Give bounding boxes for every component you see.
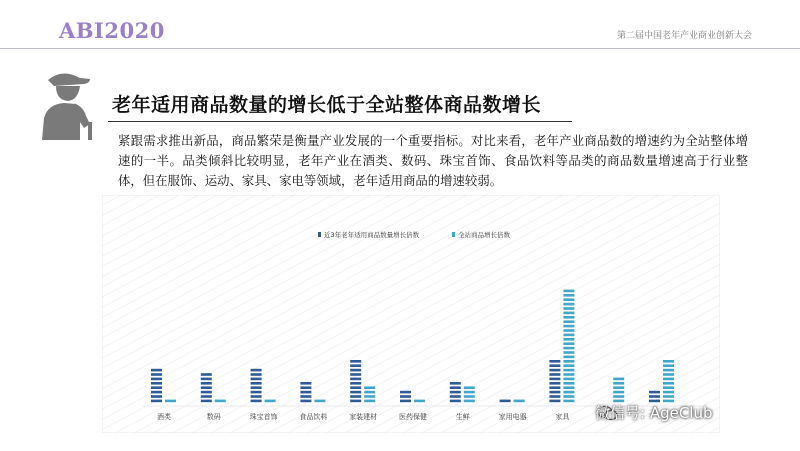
legend (318, 230, 511, 239)
elderly-person-icon (40, 70, 102, 140)
title-underline (108, 121, 572, 122)
x-axis-labels (157, 412, 570, 421)
bar-site-1 (215, 400, 226, 403)
bar-site-3 (314, 400, 325, 403)
x-tick-label-1: 数码 (206, 413, 221, 421)
bar-elder-5 (400, 391, 411, 402)
x-tick-label-3: 食品饮料 (299, 413, 328, 421)
bar-site-2 (265, 400, 276, 403)
x-tick-label-6: 生鲜 (455, 413, 470, 421)
legend-label-elder: 近3年老年适用商品数量增长倍数 (324, 231, 420, 239)
slide-body-text: 紧跟需求推出新品，商品繁荣是衡量产业发展的一个重要指标。对比来看，老年产业商品数的增速约为全站整体增速的一半。品类倾斜比较明显，老年产业在酒类、数码、珠宝首饰、食品饮料等品类的商品数量增速高于行业整体，但在服饰、运动、家具、家电等领域，老年适用商品的增速较弱。 (118, 133, 748, 188)
bar-site-7 (514, 400, 525, 403)
header-divider (0, 48, 800, 49)
x-tick-label-2: 珠宝首饰 (249, 413, 278, 421)
x-tick-label-0: 酒类 (157, 413, 171, 421)
bar-elder-7 (500, 400, 511, 403)
bar-site-5 (414, 400, 425, 403)
slide-title: 老年适用商品数量的增长低于全站整体商品数增长 (112, 94, 542, 116)
x-tick-label-5: 医药保健 (399, 413, 427, 421)
brand-logo: ABI2020 (59, 18, 165, 43)
watermark-text: 微信号: AgeClub (595, 404, 713, 422)
legend-swatch-elder (318, 232, 321, 237)
legend-swatch-site (452, 232, 455, 237)
bar-elder-10 (649, 391, 660, 402)
legend-label-site: 全站商品增长倍数 (458, 231, 510, 239)
conference-name: 第二届中国老年产业商业创新大会 (616, 31, 752, 41)
x-tick-label-8: 家具 (555, 413, 570, 421)
growth-bar-chart (102, 195, 720, 433)
bar-site-0 (165, 400, 176, 403)
x-tick-label-7: 家用电器 (498, 413, 527, 421)
x-tick-label-4: 家装建材 (349, 413, 378, 421)
